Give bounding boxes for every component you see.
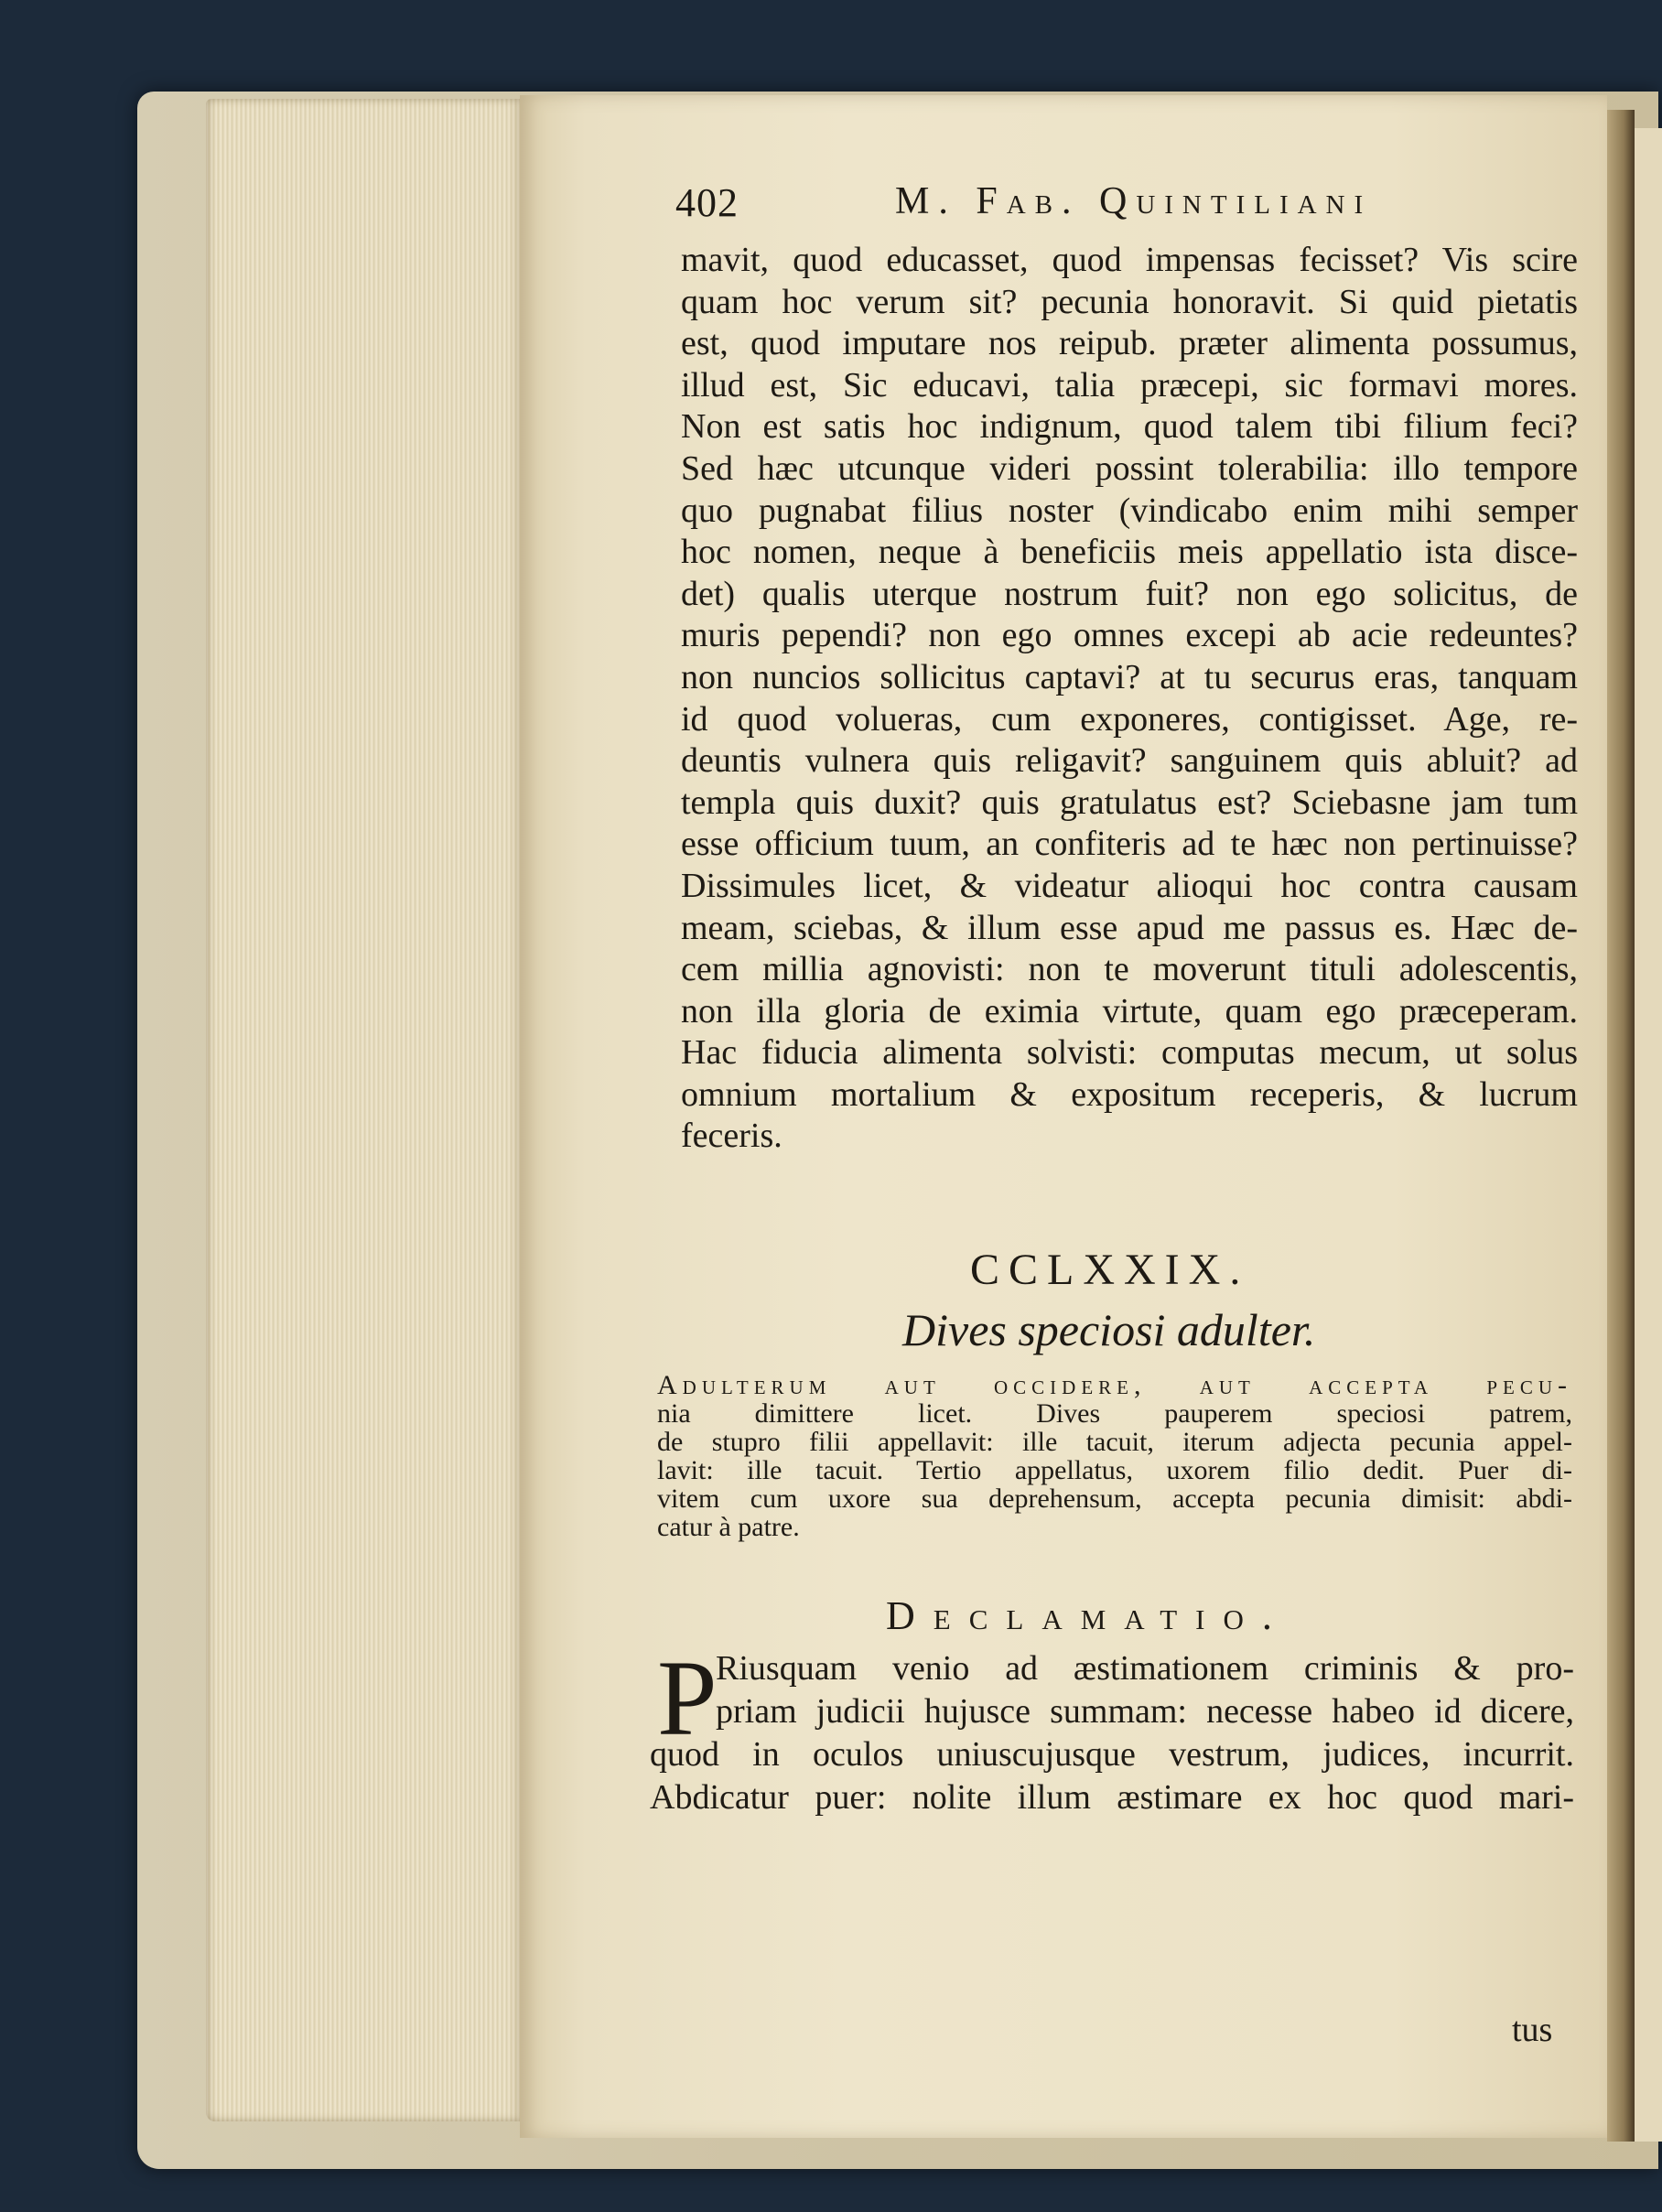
text-line: esse officium tuum, an confiteris ad te hæc non pertinuisse? xyxy=(681,825,1578,864)
text-line: mavit, quod educasset, quod impensas fecisset? Vis scire xyxy=(681,241,1578,279)
catchword: tus xyxy=(1512,2011,1553,2049)
argument-line: de stupro filii appellavit: ille tacuit, iterum adjecta pecunia appel- xyxy=(657,1427,1572,1457)
declamatio-line: Riusquam venio ad æstimationem criminis & pro- xyxy=(716,1649,1574,1688)
argument-line: vitem cum uxore sua deprehensum, accepta pecunia dimisit: abdi- xyxy=(657,1484,1572,1514)
text-line: illud est, Sic educavi, talia præcepi, sic formavi mores. xyxy=(681,365,1578,405)
text-line: non nuncios sollicitus captavi? at tu securus eras, tanquam xyxy=(681,657,1578,696)
declamatio-line: priam judicii hujusce summam: necesse habeo id dicere, xyxy=(716,1692,1574,1731)
declamatio-heading: Declamatio. xyxy=(886,1593,1290,1638)
text-line: Non est satis hoc indignum, quod talem tibi filium feci? xyxy=(681,407,1578,447)
running-title: M. Fab. Quintiliani xyxy=(895,180,1373,222)
text-line: feceris. xyxy=(681,1117,782,1156)
book-gutter xyxy=(1607,110,1635,2142)
argument-line: Adulterum aut occidere, aut accepta pecu- xyxy=(657,1370,1572,1400)
text-line: Sed hæc utcunque videri possint tolerabilia: illo tempore xyxy=(681,448,1578,488)
text-line: hoc nomen, neque à beneficiis meis appellatio ista discе- xyxy=(681,533,1578,572)
text-line: templa quis duxit? quis gratulatus est? Sciebasne jam tum xyxy=(681,782,1578,822)
page-fore-edge xyxy=(206,99,522,2121)
body-text xyxy=(681,240,1578,1158)
text-line: est, quod imputare nos reipub. præter alimenta possumus, xyxy=(681,324,1578,363)
text-line: muris pependi? non ego omnes excepi ab acie redeuntes? xyxy=(681,616,1578,655)
running-head xyxy=(675,179,1572,243)
text-line: cem millia agnovisti: non te moverunt tituli adolescentis, xyxy=(681,950,1578,989)
section-number: CCLXXIX. xyxy=(970,1246,1250,1294)
declamatio-line: Abdicatur puer: nolite illum æstimare ex hoc quod mari- xyxy=(650,1778,1574,1817)
text-line: id quod volueras, cum exponeres, contigisset. Age, re- xyxy=(681,699,1578,739)
declamatio-line: quod in oculos uniuscujusque vestrum, judices, incurrit. xyxy=(650,1735,1574,1774)
argument-line: nia dimittere licet. Dives pauperem speciosi patrem, xyxy=(657,1398,1572,1429)
drop-cap: P xyxy=(657,1638,718,1758)
text-line: quo pugnabat filius noster (vindicabo enim mihi semper xyxy=(681,491,1578,530)
page-number: 402 xyxy=(675,180,739,225)
declamatio-text xyxy=(650,1638,1574,1819)
text-line: deuntis vulnera quis religavit? sanguinem quis abluit? ad xyxy=(681,741,1578,781)
section-title: Dives speciosi adulter. xyxy=(902,1304,1316,1355)
text-line: omnium mortalium & expositum receperis, & lucrum xyxy=(681,1074,1578,1114)
facing-page-edge xyxy=(1635,128,1662,2142)
text-line: Hac fiducia alimenta solvisti: computas mecum, ut solus xyxy=(681,1033,1578,1073)
text-line: non illa gloria de eximia virtute, quam ego præceperam. xyxy=(681,991,1578,1030)
argument-text xyxy=(657,1371,1572,1541)
text-line: Dissimules licet, & videatur alioqui hoc contra causam xyxy=(681,866,1578,905)
text-line: meam, sciebas, & illum esse apud me passus es. Hæc de- xyxy=(681,908,1578,947)
text-line: det) qualis uterque nostrum fuit? non ego solicitus, de xyxy=(681,574,1578,613)
argument-line: catur à patre. xyxy=(657,1512,800,1542)
text-line: quam hoc verum sit? pecunia honoravit. Si quid pietatis xyxy=(681,282,1578,321)
argument-line: lavit: ille tacuit. Tertio appellatus, uxorem filio dedit. Puer di- xyxy=(657,1455,1572,1485)
